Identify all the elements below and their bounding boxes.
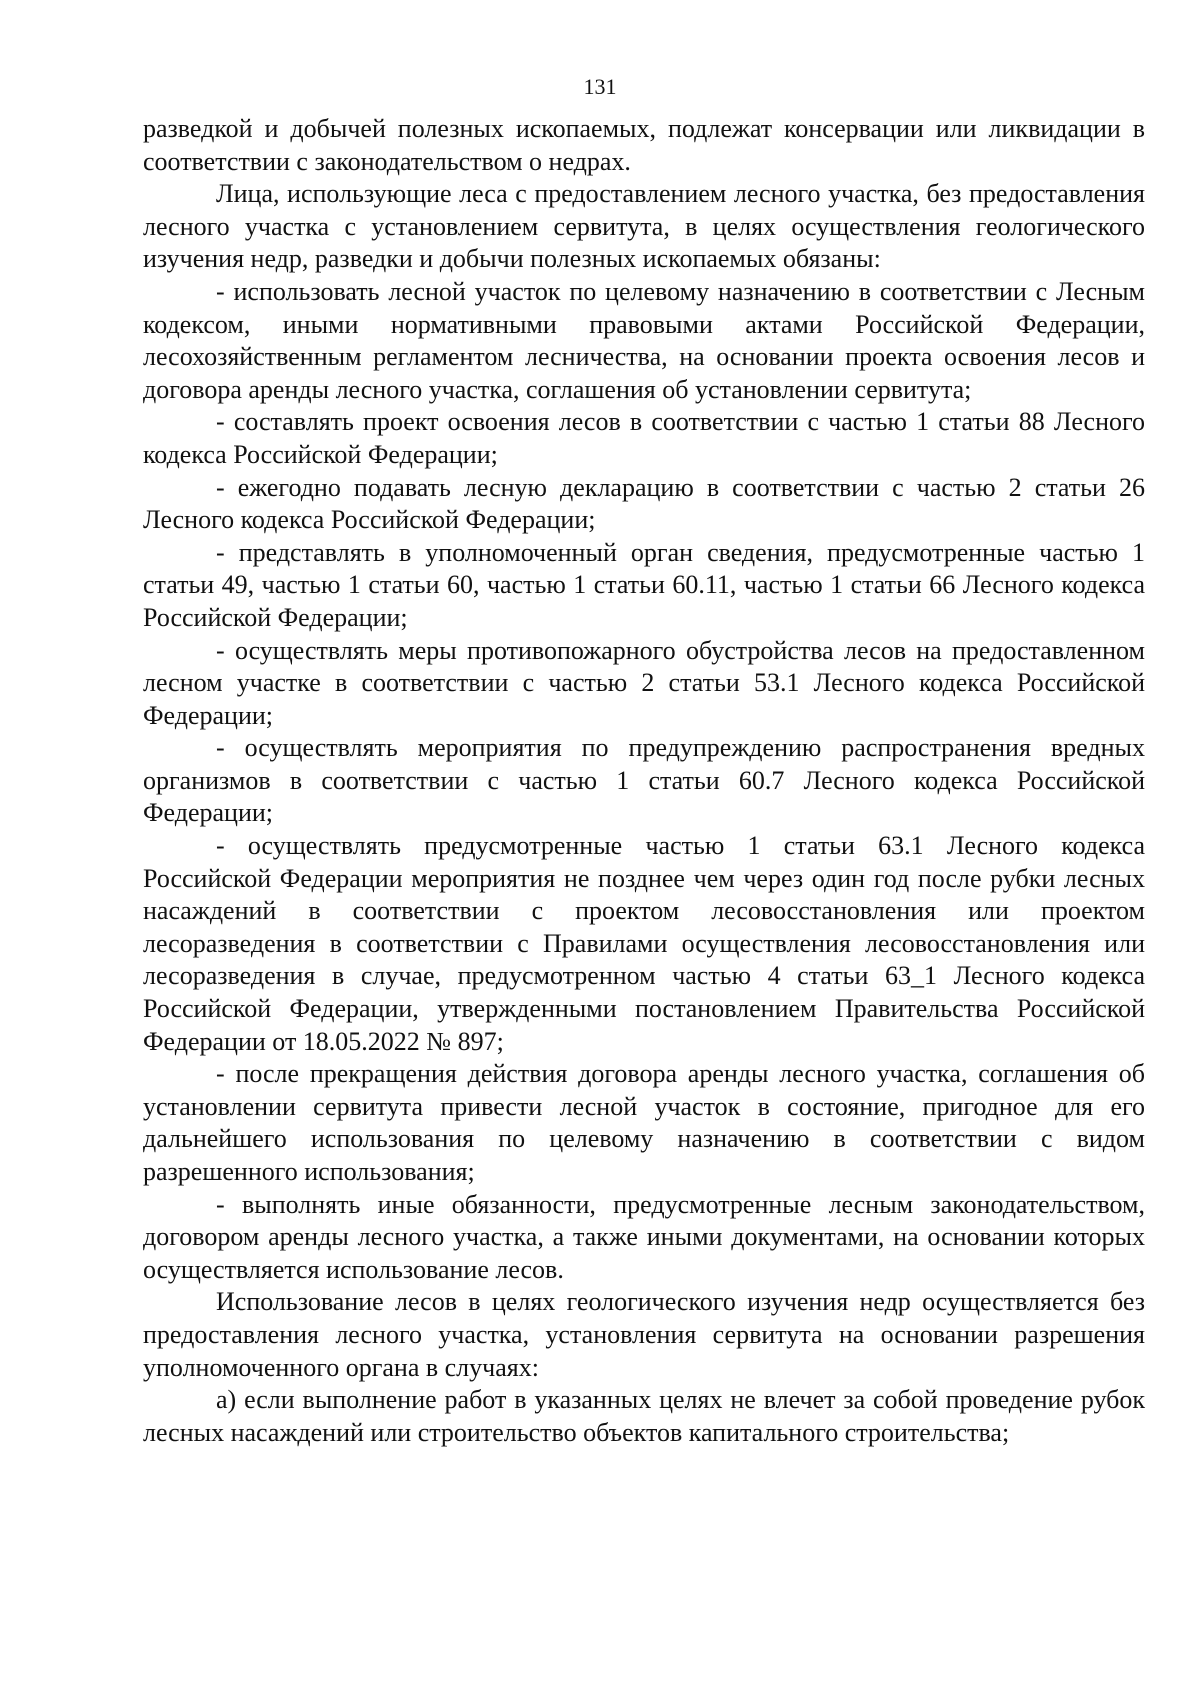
list-item-use-plot: - использовать лесной участок по целевому назначению в соответствии с Лесным кодексом, иными нормативными правовыми актами Российской Федерации, лесохозяйственным регламентом лесничества, на основании проекта освоения лесов и договора аренды лесного участка, соглашения об установлении сервитута; [143, 276, 1145, 404]
list-item-submit-info: - представлять в уполномоченный орган сведения, предусмотренные частью 1 статьи 49, частью 1 статьи 60, частью 1 статьи 60.11, частью 1 статьи 66 Лесного кодекса Российской Федерации; [143, 537, 1145, 632]
paragraph-permit-cases: Использование лесов в целях геологического изучения недр осуществляется без предоставления лесного участка, установления сервитута на основании разрешения уполномоченного органа в случаях: [143, 1287, 1145, 1382]
list-item-fire-prevention: - осуществлять меры противопожарного обустройства лесов на предоставленном лесном участке в соответствии с частью 2 статьи 53.1 Лесного кодекса Российской Федерации; [143, 635, 1145, 730]
paragraph-obligations-intro: Лица, использующие леса с предоставлением лесного участка, без предоставления лесного участка с установлением сервитута, в целях осуществления геологического изучения недр, разведки и добычи полезных ископаемых обязаны: [143, 179, 1145, 274]
list-item-reforestation: - осуществлять предусмотренные частью 1 статьи 63.1 Лесного кодекса Российской Федерации мероприятия не позднее чем через один год после рубки лесных насаждений в соответствии с проектом лесовосстановления или проектом лесоразведения в соответствии с Правилами осуществления лесовосстановления или лесоразведения в случае, предусмотренном частью 4 статьи 63_1 Лесного кодекса Российской Федерации, утвержденными постановлением Правительства Российской Федерации от 18.05.2022 № 897; [143, 831, 1145, 1056]
list-item-restore-plot: - после прекращения действия договора аренды лесного участка, соглашения об установлении сервитута привести лесной участок в состояние, пригодное для его дальнейшего использования по целевому назначению в соответствии с видом разрешенного использования; [143, 1059, 1145, 1186]
list-item-forest-declaration: - ежегодно подавать лесную декларацию в соответствии с частью 2 статьи 26 Лесного кодекса Российской Федерации; [143, 472, 1145, 535]
list-item-other-duties: - выполнять иные обязанности, предусмотренные лесным законодательством, договором аренды лесного участка, а также иными документами, на основании которых осуществляется использование лесов. [143, 1189, 1145, 1284]
page-number: 131 [583, 74, 617, 99]
list-item-case-a: а) если выполнение работ в указанных целях не влечет за собой проведение рубок лесных насаждений или строительство объектов капитального строительства; [143, 1385, 1145, 1447]
document-body [143, 113, 1145, 1449]
list-item-pest-prevention: - осуществлять мероприятия по предупреждению распространения вредных организмов в соответствии с частью 1 статьи 60.7 Лесного кодекса Российской Федерации; [143, 733, 1145, 828]
paragraph-continuation: разведкой и добычей полезных ископаемых, подлежат консервации или ликвидации в соответствии с законодательством о недрах. [143, 114, 1145, 176]
list-item-forest-project: - составлять проект освоения лесов в соответствии с частью 1 статьи 88 Лесного кодекса Российской Федерации; [143, 407, 1145, 469]
